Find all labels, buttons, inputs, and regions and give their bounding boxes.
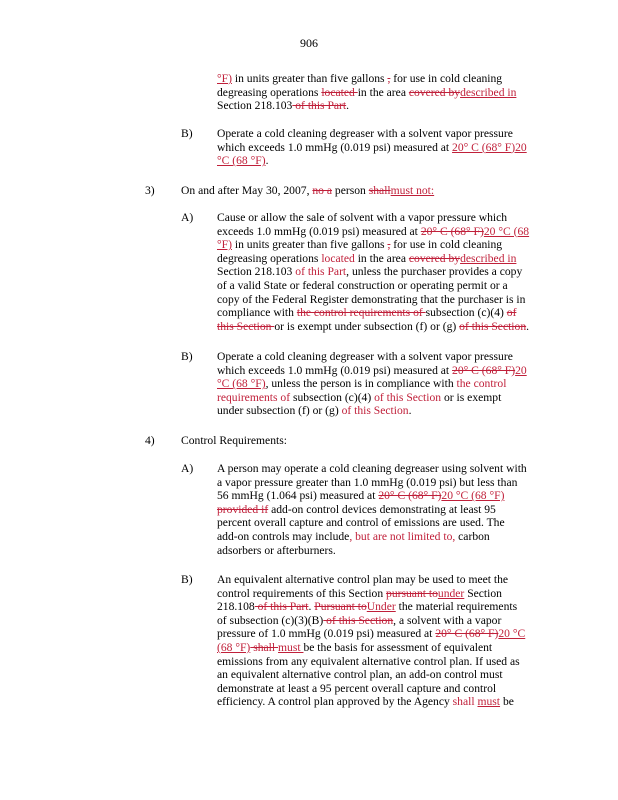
- item-paragraph: An equivalent alternative control plan may be used to meet the control requirements of this Section pursuant tounder Section 218.108 of this Part. Pursuant toUnder the material requirements of subsection (c)(3)(B) of this Section, a solvent with a vapor pressure of 1.0 mmHg (0.019 psi) measured at 20° C (68° F)20 °C (68 °F) shall must be the basis for assessment of equivalent emissions from any equivalent alternative control plan. If used as an equivalent alternative control plan, an add-on control must demonstrate at least a 95 percent overall capture and control efficiency. A control plan approved by the Agency shall must be: [217, 573, 526, 709]
- item-label: A): [181, 211, 194, 224]
- section-label: 3): [145, 184, 155, 197]
- item-paragraph: Operate a cold cleaning degreaser with a solvent vapor pressure which exceeds 1.0 mmHg (0.019 psi) measured at 20° C (68° F)20 °C (68 °F).: [217, 127, 527, 168]
- item-label: B): [181, 350, 193, 363]
- item-paragraph: Operate a cold cleaning degreaser with a solvent vapor pressure which exceeds 1.0 mmHg (0.019 psi) measured at 20° C (68° F)20 °C (68 °F), unless the person is in compliance with the control requirements of subsection (c)(4) of this Section or is exempt under subsection (f) or (g) of this Section.: [217, 350, 527, 418]
- section-heading: On and after May 30, 2007, no a person shallmust not:: [181, 184, 435, 197]
- continuation-paragraph: °F) in units greater than five gallons , for use in cold cleaning degreasing operations located in the area covered bydescribed in Section 218.103 of this Part.: [217, 72, 517, 113]
- item-paragraph: A person may operate a cold cleaning degreaser using solvent with a vapor pressure greater than 1.0 mmHg (0.019 psi) but less than 56 mmHg (1.064 psi) measured at 20° C (68° F)20 °C (68 °F) provided if add-on control devices demonstrating at least 95 percent overall capture and control of emissions are used. The add-on controls may include, but are not limited to, carbon adsorbers or afterburners.: [217, 462, 527, 557]
- item-label: B): [181, 573, 193, 586]
- item-label: B): [181, 127, 193, 140]
- item-label: A): [181, 462, 194, 475]
- section-label: 4): [145, 434, 155, 447]
- section-heading: Control Requirements:: [181, 434, 287, 447]
- page-number: 906: [300, 36, 318, 50]
- item-paragraph: Cause or allow the sale of solvent with a vapor pressure which exceeds 1.0 mmHg (0.019 psi) measured at 20° C (68° F)20 °C (68 °F) in units greater than five gallons , for use in cold cleaning degreasing operations located in the area covered bydescribed in Section 218.103 of this Part, unless the purchaser provides a copy of a valid State or federal construction or operating permit or a copy of the Federal Register demonstrating that the purchaser is in compliance with the control requirements of subsection (c)(4) of this Section or is exempt under subsection (f) or (g) of this Section.: [217, 211, 530, 333]
